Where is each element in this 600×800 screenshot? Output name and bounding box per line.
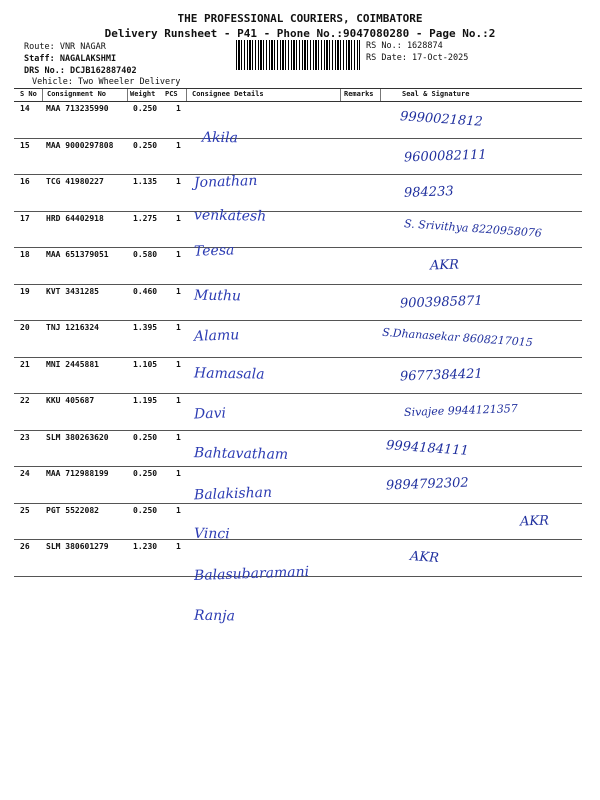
- col-weight: Weight: [130, 90, 156, 98]
- row-weight: 0.250: [133, 104, 158, 113]
- col-consignee: Consignee Details: [192, 90, 264, 98]
- row-consignment: KKU 405687: [46, 396, 95, 405]
- handwritten-signature: S. Srivithya 8220958076: [403, 216, 543, 240]
- row-weight: 1.230: [133, 542, 158, 551]
- row-divider: [14, 466, 582, 467]
- row-divider: [14, 174, 582, 175]
- handwritten-consignee: Davi: [193, 405, 227, 423]
- row-pcs: 1: [176, 286, 181, 296]
- table-header-border: [14, 101, 582, 102]
- row-pcs: 1: [176, 542, 181, 551]
- row-weight: 0.250: [133, 140, 158, 150]
- row-weight: 1.275: [133, 213, 158, 223]
- col-divider: [340, 89, 341, 101]
- handwritten-consignee: Akila: [201, 129, 239, 147]
- row-consignment: MAA 713235990: [46, 104, 109, 113]
- row-sno: 25: [20, 505, 30, 515]
- handwritten-consignee: Muthu: [193, 287, 242, 305]
- handwritten-consignee: Hamasala: [193, 365, 265, 383]
- col-sno: S No: [20, 90, 37, 98]
- handwritten-consignee: Alamu: [193, 327, 240, 345]
- runsheet-subtitle: Delivery Runsheet - P41 - Phone No.:9047080280 - Page No.:2: [104, 27, 496, 40]
- row-sno: 24: [20, 469, 30, 478]
- col-divider: [42, 89, 43, 101]
- handwritten-consignee: Jonathan: [193, 172, 258, 192]
- handwritten-signature: 984233: [403, 184, 454, 201]
- row-divider: [14, 247, 582, 248]
- row-consignment: KVT 3431285: [46, 286, 99, 296]
- handwritten-signature: 9677384421: [399, 366, 483, 384]
- row-consignment: PGT 5522082: [46, 505, 99, 515]
- row-consignment: MAA 9000297808: [46, 140, 114, 150]
- col-consignment: Consignment No: [47, 90, 107, 98]
- row-pcs: 1: [176, 323, 181, 332]
- col-divider: [186, 89, 187, 101]
- row-pcs: 1: [176, 140, 181, 150]
- route-label: Route: VNR NAGAR: [24, 42, 106, 52]
- col-seal: Seal & Signature: [402, 90, 470, 98]
- row-consignment: MAA 651379051: [46, 250, 109, 259]
- row-divider: [14, 138, 582, 139]
- row-weight: 1.395: [133, 323, 158, 332]
- row-consignment: MNI 2445881: [46, 359, 99, 369]
- row-sno: 23: [20, 432, 30, 442]
- col-divider: [380, 89, 381, 101]
- handwritten-consignee: Teesa: [193, 242, 235, 260]
- row-weight: 0.250: [133, 505, 158, 515]
- row-sno: 26: [20, 542, 30, 551]
- row-pcs: 1: [176, 177, 181, 186]
- row-divider: [14, 284, 582, 285]
- handwritten-signature: 9600082111: [403, 147, 487, 165]
- row-weight: 1.135: [133, 177, 158, 186]
- handwritten-consignee: Ranja: [193, 607, 236, 625]
- row-weight: 1.195: [133, 396, 158, 405]
- row-consignment: SLM 380263620: [46, 432, 109, 442]
- vehicle-label: Vehicle: Two Wheeler Delivery: [32, 77, 181, 87]
- row-sno: 20: [20, 323, 30, 332]
- handwritten-signature: Sivajee 9944121357: [403, 402, 518, 419]
- handwritten-signature: S.Dhanasekar 8608217015: [381, 325, 534, 350]
- rs-date: RS Date: 17-Oct-2025: [366, 53, 469, 63]
- row-consignment: SLM 380601279: [46, 542, 109, 551]
- row-sno: 21: [20, 359, 30, 369]
- handwritten-consignee: venkatesh: [193, 207, 267, 225]
- row-sno: 17: [20, 213, 30, 223]
- table-top-border: [14, 88, 582, 89]
- handwritten-signature: AKR: [409, 549, 440, 566]
- rs-number: RS No.: 1628874: [366, 41, 443, 51]
- row-weight: 0.250: [133, 432, 158, 442]
- row-divider: [14, 211, 582, 212]
- row-weight: 0.250: [133, 469, 158, 478]
- handwritten-signature: 9003985871: [399, 293, 483, 311]
- barcode-image: [236, 40, 360, 70]
- row-pcs: 1: [176, 505, 181, 515]
- row-pcs: 1: [176, 396, 181, 405]
- row-divider: [14, 503, 582, 504]
- handwritten-consignee: Balakishan: [193, 484, 273, 504]
- handwritten-signature: AKR: [519, 513, 550, 529]
- row-consignment: TCG 41980227: [46, 177, 104, 186]
- staff-label: Staff: NAGALAKSHMI: [24, 54, 117, 64]
- row-pcs: 1: [176, 469, 181, 478]
- handwritten-consignee: Balasubaramani: [193, 563, 310, 585]
- handwritten-signature: 9994184111: [385, 437, 470, 459]
- handwritten-signature: 9894792302: [385, 475, 469, 494]
- handwritten-signature: AKR: [429, 257, 460, 274]
- row-sno: 18: [20, 250, 30, 259]
- row-pcs: 1: [176, 104, 181, 113]
- handwritten-consignee: Bahtavatham: [193, 445, 289, 463]
- handwritten-consignee: Vinci: [193, 525, 230, 543]
- row-sno: 19: [20, 286, 30, 296]
- drs-label: DRS No.: DCJB162887402: [24, 66, 137, 76]
- row-divider: [14, 320, 582, 321]
- row-consignment: TNJ 1216324: [46, 323, 99, 332]
- row-pcs: 1: [176, 359, 181, 369]
- row-weight: 1.105: [133, 359, 158, 369]
- company-title: THE PROFESSIONAL COURIERS, COIMBATORE: [177, 12, 423, 25]
- col-remarks: Remarks: [344, 90, 374, 98]
- row-divider: [14, 357, 582, 358]
- col-divider: [127, 89, 128, 101]
- row-pcs: 1: [176, 432, 181, 442]
- row-sno: 14: [20, 104, 30, 113]
- row-consignment: MAA 712988199: [46, 469, 109, 478]
- row-sno: 22: [20, 396, 30, 405]
- row-divider: [14, 539, 582, 540]
- row-divider: [14, 393, 582, 394]
- row-divider: [14, 430, 582, 431]
- row-pcs: 1: [176, 213, 181, 223]
- row-sno: 16: [20, 177, 30, 186]
- row-sno: 15: [20, 140, 30, 150]
- row-weight: 0.460: [133, 286, 158, 296]
- col-pcs: PCS: [165, 90, 178, 98]
- handwritten-signature: 9990021812: [399, 109, 484, 130]
- row-consignment: HRD 64402918: [46, 213, 104, 223]
- row-weight: 0.580: [133, 250, 158, 259]
- row-pcs: 1: [176, 250, 181, 259]
